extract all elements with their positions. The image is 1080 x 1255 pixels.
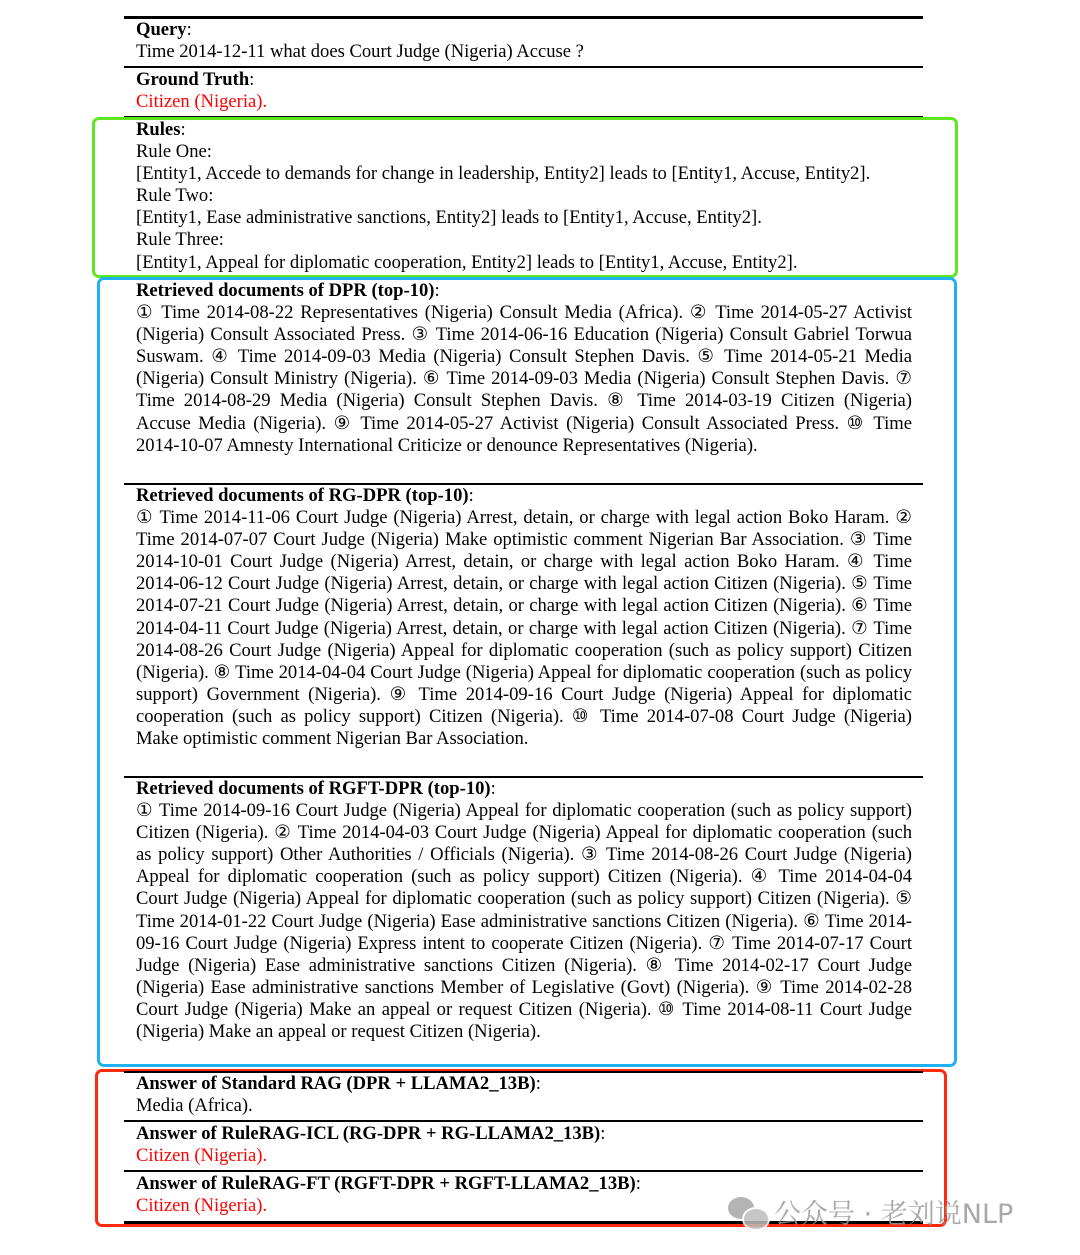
retrieved-rgft-dpr-label: Retrieved documents of RGFT-DPR (top-10): [136, 778, 491, 799]
rule-text: [Entity1, Appeal for diplomatic cooperation, Entity2] leads to [Entity1, Accuse, Entity2].: [136, 251, 798, 273]
rule-text: [Entity1, Accede to demands for change in leadership, Entity2] leads to [Entity1, Accuse, Entity2].: [136, 163, 871, 185]
answer-text: Citizen (Nigeria).: [136, 1145, 268, 1167]
retrieved-rg-dpr-label: Retrieved documents of RG-DPR (top-10): [136, 485, 469, 506]
wechat-icon: [728, 1195, 768, 1229]
divider: [124, 66, 923, 68]
rules-section: Rules: Rule One: [Entity1, Accede to demands for change in leadership, Entity2] leads to [Entity1, Accuse, Entity2]. Rule Two: [Entity1, Ease administrative sanctions, Entity2] leads to [Entity1, Accuse, Entity2]. Rule Three: [Entity1, Appeal for diplomatic cooperation, Entity2] leads to [Entity1, Accuse, Entity2].: [136, 119, 912, 274]
answer-text: Media (Africa).: [136, 1095, 253, 1117]
answer-label: Answer of RuleRAG-ICL (RG-DPR + RG-LLAMA2_13B): [136, 1123, 601, 1144]
answer-label: Answer of RuleRAG-FT (RGFT-DPR + RGFT-LLAMA2_13B): [136, 1173, 636, 1194]
ground-truth-label: Ground Truth: [136, 69, 250, 90]
retrieved-dpr-label: Retrieved documents of DPR (top-10): [136, 280, 435, 301]
retrieved-rgft-dpr-text: ① Time 2014-09-16 Court Judge (Nigeria) Appeal for diplomatic cooperation (such as policy support) Citizen (Nigeria). ② Time 2014-04-03 Court Judge (Nigeria) Appeal for diplomatic cooperation (such as policy support) Other Authorities / Officials (Nigeria). ③ Time 2014-08-26 Court Judge (Nigeria) Appeal for diplomatic cooperation (such as policy support) Citizen (Nigeria). ④ Time 2014-04-04 Court Judge (Nigeria) Appeal for diplomatic cooperation (such as policy support) Citizen (Nigeria). ⑤ Time 2014-01-22 Court Judge (Nigeria) Ease administrative sanctions Citizen (Nigeria). ⑥ Time 2014-09-16 Court Judge (Nigeria) Express intent to cooperate Citizen (Nigeria). ⑦ Time 2014-07-17 Court Judge (Nigeria) Ease administrative sanctions Citizen (Nigeria). ⑧ Time 2014-02-17 Court Judge (Nigeria) Ease administrative sanctions Member of Legislative (Govt) (Nigeria). ⑨ Time 2014-02-28 Court Judge (Nigeria) Make an appeal or request Citizen (Nigeria). ⑩ Time 2014-08-11 Court Judge (Nigeria) Make an appeal or request Citizen (Nigeria).: [136, 800, 912, 1043]
rules-label: Rules: [136, 119, 181, 140]
rule-text: [Entity1, Ease administrative sanctions, Entity2] leads to [Entity1, Accuse, Entity2].: [136, 207, 762, 229]
rule-title: Rule One:: [136, 141, 212, 163]
retrieved-dpr-section: Retrieved documents of DPR (top-10): ① Time 2014-08-22 Representatives (Nigeria) Consult Media (Africa). ② Time 2014-05-27 Activist (Nigeria) Consult Associated Press. ③ Time 2014-06-16 Education (Nigeria) Consult Gabriel Torwua Suswam. ④ Time 2014-09-03 Media (Nigeria) Consult Stephen Davis. ⑤ Time 2014-05-21 Media (Nigeria) Consult Ministry (Nigeria). ⑥ Time 2014-09-03 Media (Nigeria) Consult Stephen Davis. ⑦ Time 2014-08-29 Media (Nigeria) Consult Stephen Davis. ⑧ Time 2014-03-19 Citizen (Nigeria) Accuse Media (Nigeria). ⑨ Time 2014-05-27 Activist (Nigeria) Consult Associated Press. ⑩ Time 2014-10-07 Amnesty International Criticize or denounce Representatives (Nigeria).: [136, 280, 912, 456]
retrieved-dpr-text: ① Time 2014-08-22 Representatives (Nigeria) Consult Media (Africa). ② Time 2014-05-27 Activist (Nigeria) Consult Associated Press. ③ Time 2014-06-16 Education (Nigeria) Consult Gabriel Torwua Suswam. ④ Time 2014-09-03 Media (Nigeria) Consult Stephen Davis. ⑤ Time 2014-05-21 Media (Nigeria) Consult Ministry (Nigeria). ⑥ Time 2014-09-03 Media (Nigeria) Consult Stephen Davis. ⑦ Time 2014-08-29 Media (Nigeria) Consult Stephen Davis. ⑧ Time 2014-03-19 Citizen (Nigeria) Accuse Media (Nigeria). ⑨ Time 2014-05-27 Activist (Nigeria) Consult Associated Press. ⑩ Time 2014-10-07 Amnesty International Criticize or denounce Representatives (Nigeria).: [136, 302, 912, 456]
ground-truth-section: Ground Truth: Citizen (Nigeria).: [136, 69, 912, 113]
retrieved-rg-dpr-text: ① Time 2014-11-06 Court Judge (Nigeria) Arrest, detain, or charge with legal action Boko Haram. ② Time 2014-07-07 Court Judge (Nigeria) Make optimistic comment Nigerian Bar Association. ③ Time 2014-10-01 Court Judge (Nigeria) Arrest, detain, or charge with legal action Boko Haram. ④ Time 2014-06-12 Court Judge (Nigeria) Arrest, detain, or charge with legal action Citizen (Nigeria). ⑤ Time 2014-07-21 Court Judge (Nigeria) Arrest, detain, or charge with legal action Citizen (Nigeria). ⑥ Time 2014-04-11 Court Judge (Nigeria) Arrest, detain, or charge with legal action Citizen (Nigeria). ⑦ Time 2014-08-26 Court Judge (Nigeria) Appeal for diplomatic cooperation (such as policy support) Citizen (Nigeria). ⑧ Time 2014-04-04 Court Judge (Nigeria) Appeal for diplomatic cooperation (such as policy support) Government (Nigeria). ⑨ Time 2014-09-16 Court Judge (Nigeria) Appeal for diplomatic cooperation (such as policy support) Citizen (Nigeria). ⑩ Time 2014-07-08 Court Judge (Nigeria) Make optimistic comment Nigerian Bar Association.: [136, 507, 912, 750]
rule-title: Rule Three:: [136, 229, 224, 251]
query-label: Query: [136, 19, 187, 40]
ground-truth-text: Citizen (Nigeria).: [136, 91, 268, 113]
rule-title: Rule Two:: [136, 185, 214, 207]
answer-rulerag-ft: Answer of RuleRAG-FT (RGFT-DPR + RGFT-LLAMA2_13B): Citizen (Nigeria).: [136, 1173, 912, 1217]
answer-label: Answer of Standard RAG (DPR + LLAMA2_13B): [136, 1073, 536, 1094]
query-section: Query: Time 2014-12-11 what does Court Judge (Nigeria) Accuse ?: [136, 19, 912, 63]
answer-rulerag-icl: Answer of RuleRAG-ICL (RG-DPR + RG-LLAMA2_13B): Citizen (Nigeria).: [136, 1123, 912, 1167]
answer-standard-rag: Answer of Standard RAG (DPR + LLAMA2_13B): Media (Africa).: [136, 1073, 912, 1117]
retrieved-rgft-dpr-section: Retrieved documents of RGFT-DPR (top-10): ① Time 2014-09-16 Court Judge (Nigeria) Appeal for diplomatic cooperation (such as policy support) Citizen (Nigeria). ② Time 2014-04-03 Court Judge (Nigeria) Appeal for diplomatic cooperation (such as policy support) Other Authorities / Officials (Nigeria). ③ Time 2014-08-26 Court Judge (Nigeria) Appeal for diplomatic cooperation (such as policy support) Citizen (Nigeria). ④ Time 2014-04-04 Court Judge (Nigeria) Appeal for diplomatic cooperation (such as policy support) Citizen (Nigeria). ⑤ Time 2014-01-22 Court Judge (Nigeria) Ease administrative sanctions Citizen (Nigeria). ⑥ Time 2014-09-16 Court Judge (Nigeria) Express intent to cooperate Citizen (Nigeria). ⑦ Time 2014-07-17 Court Judge (Nigeria) Ease administrative sanctions Citizen (Nigeria). ⑧ Time 2014-02-17 Court Judge (Nigeria) Ease administrative sanctions Member of Legislative (Govt) (Nigeria). ⑨ Time 2014-02-28 Court Judge (Nigeria) Make an appeal or request Citizen (Nigeria). ⑩ Time 2014-08-11 Court Judge (Nigeria) Make an appeal or request Citizen (Nigeria).: [136, 778, 912, 1043]
divider: [124, 1120, 923, 1122]
retrieved-rg-dpr-section: Retrieved documents of RG-DPR (top-10): ① Time 2014-11-06 Court Judge (Nigeria) Arrest, detain, or charge with legal action Boko Haram. ② Time 2014-07-07 Court Judge (Nigeria) Make optimistic comment Nigerian Bar Association. ③ Time 2014-10-01 Court Judge (Nigeria) Arrest, detain, or charge with legal action Boko Haram. ④ Time 2014-06-12 Court Judge (Nigeria) Arrest, detain, or charge with legal action Citizen (Nigeria). ⑤ Time 2014-07-21 Court Judge (Nigeria) Arrest, detain, or charge with legal action Citizen (Nigeria). ⑥ Time 2014-04-11 Court Judge (Nigeria) Arrest, detain, or charge with legal action Citizen (Nigeria). ⑦ Time 2014-08-26 Court Judge (Nigeria) Appeal for diplomatic cooperation (such as policy support) Citizen (Nigeria). ⑧ Time 2014-04-04 Court Judge (Nigeria) Appeal for diplomatic cooperation (such as policy support) Government (Nigeria). ⑨ Time 2014-09-16 Court Judge (Nigeria) Appeal for diplomatic cooperation (such as policy support) Citizen (Nigeria). ⑩ Time 2014-07-08 Court Judge (Nigeria) Make optimistic comment Nigerian Bar Association.: [136, 485, 912, 750]
divider: [124, 1170, 923, 1172]
answer-text: Citizen (Nigeria).: [136, 1195, 268, 1217]
watermark-text: 公众号 · 老刘说NLP: [774, 1199, 1014, 1230]
query-text: Time 2014-12-11 what does Court Judge (Nigeria) Accuse ?: [136, 41, 584, 63]
watermark: [728, 1192, 1013, 1231]
